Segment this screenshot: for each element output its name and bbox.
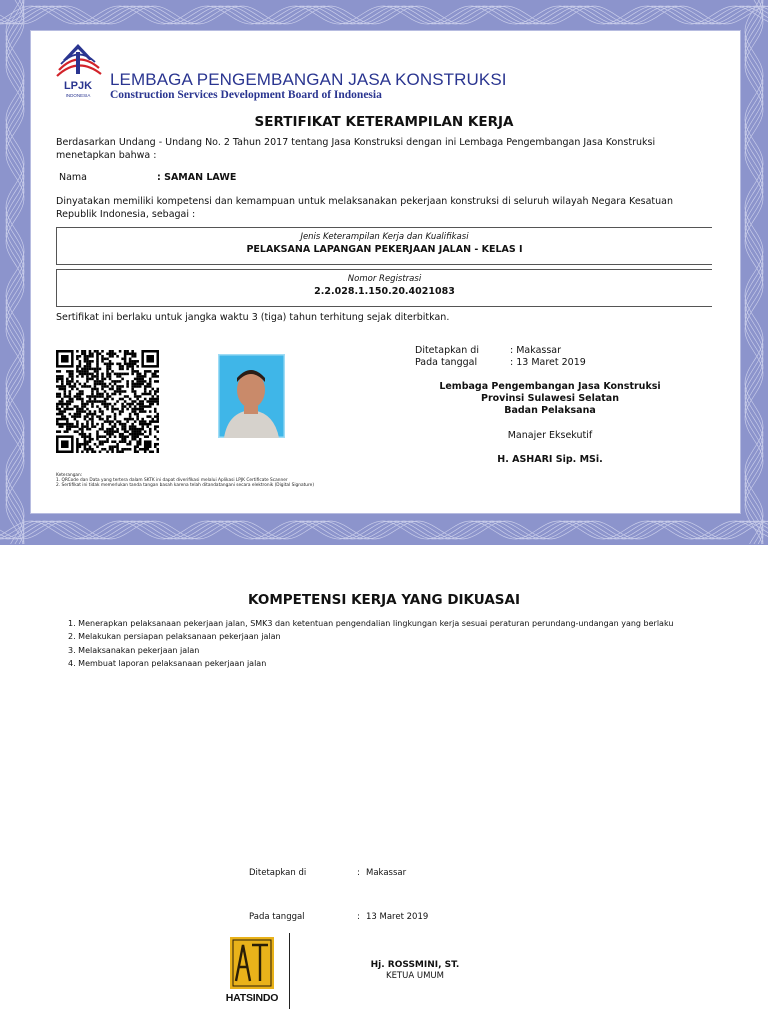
qr-code-icon — [56, 350, 159, 453]
issuer-line-2: Provinsi Sulawesi Selatan — [481, 393, 619, 404]
skill-value: PELAKSANA LAPANGAN PEKERJAAN JALAN - KELAS I — [246, 244, 523, 255]
note-1: 1. QRCode dan Data yang tertera dalam SKTK ini dapat diverifikasi melalui Aplikasi LPJK Certificate Scanner — [56, 478, 288, 484]
skill-caption: Jenis Keterampilan Kerja dan Kualifikasi — [300, 232, 469, 242]
issued-at-label: Ditetapkan di — [415, 345, 479, 356]
footer-signer-title: KETUA UMUM — [386, 971, 444, 981]
signer-title: Manajer Eksekutif — [507, 430, 593, 441]
competency-list — [68, 617, 673, 670]
notes — [56, 473, 314, 489]
issuer-line-1: Lembaga Pengembangan Jasa Konstruksi — [439, 381, 661, 392]
divider — [289, 933, 290, 1009]
competency-title: KOMPETENSI KERJA YANG DIKUASAI — [248, 592, 520, 608]
note-2: 2. Sertifikat ini tidak memerlukan tanda tangan basah karena telah ditandatangani secara elektronik (Digital Signature) — [56, 483, 315, 489]
validity-text: Sertifikat ini berlaku untuk jangka waktu 3 (tiga) tahun terhitung sejak diterbitkan. — [56, 312, 450, 323]
registration-box — [56, 269, 712, 307]
issuer-line-3: Badan Pelaksana — [504, 405, 596, 416]
footer-issued-date-label: Pada tanggal — [249, 912, 305, 922]
logo-text: LPJK — [63, 80, 93, 92]
notes-title: Keterangan: — [56, 473, 83, 478]
footer-issued-date-value: 13 Maret 2019 — [366, 912, 429, 922]
footer-issued-at-colon: : — [357, 868, 360, 878]
list-item: 4. Membuat laporan pelaksanaan pekerjaan jalan — [68, 658, 267, 668]
issued-at-value: : Makassar — [510, 345, 562, 356]
intro-text: Berdasarkan Undang - Undang No. 2 Tahun 2017 tentang Jasa Konstruksi dengan ini Lembaga Pengembangan Jasa Konstruksi menetapkan bahwa : — [56, 137, 656, 161]
footer-issued-at-value: Makassar — [366, 868, 407, 878]
org-name: LEMBAGA PENGEMBANGAN JASA KONSTRUKSI — [110, 70, 507, 89]
org-name-english: Construction Services Development Board of Indonesia — [110, 89, 382, 101]
holder-photo — [218, 354, 285, 438]
issued-date-value: : 13 Maret 2019 — [510, 357, 586, 368]
footer-signer-name: Hj. ROSSMINI, ST. — [370, 960, 460, 970]
registration-number: 2.2.028.1.150.20.4021083 — [314, 286, 455, 297]
list-item: 2. Melakukan persiapan pelaksanaan pekerjaan jalan — [68, 632, 281, 642]
signer-name: H. ASHARI Sip. MSi. — [497, 454, 603, 465]
registration-caption: Nomor Registrasi — [347, 274, 422, 284]
hatsindo-logo-text: HATSINDO — [225, 992, 279, 1004]
name-label: Nama — [59, 172, 88, 183]
footer-issued-date-colon: : — [357, 912, 360, 922]
footer-issued-at-label: Ditetapkan di — [249, 868, 307, 878]
list-item: 3. Melaksanakan pekerjaan jalan — [68, 645, 200, 655]
list-item: 1. Menerapkan pelaksanaan pekerjaan jalan, SMK3 dan ketentuan pengendalian lingkungan kerja sesuai peraturan perundang-undangan yang berlaku — [68, 619, 674, 628]
skill-box — [56, 227, 712, 265]
certificate-title: SERTIFIKAT KETERAMPILAN KERJA — [254, 114, 514, 130]
issued-date-label: Pada tanggal — [415, 357, 478, 368]
logo-subtext: INDONESIA — [65, 93, 91, 98]
lpjk-logo-icon — [53, 40, 103, 102]
name-value: : SAMAN LAWE — [157, 172, 237, 183]
statement-text: Dinyatakan memiliki kompetensi dan kemampuan untuk melaksanakan pekerjaan konstruksi di seluruh wilayah Negara Kesatuan Republik Indonesia, sebagai : — [56, 196, 674, 220]
